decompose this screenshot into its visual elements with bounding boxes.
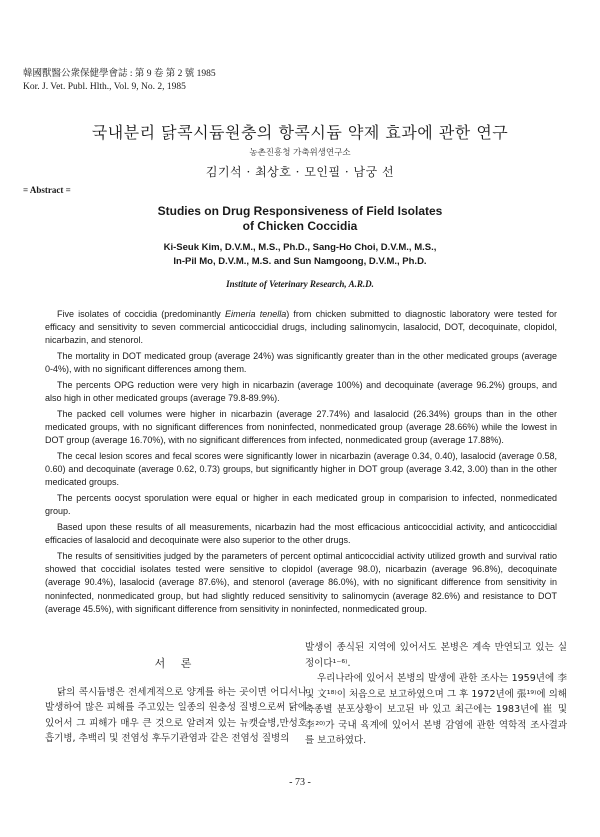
abstract-paragraph: Based upon these results of all measurements, nicarbazin had the most efficacious anticoccidial activity, and anticoccidial efficacies of lasalocid and decoquinate were also superior to the other drugs. — [45, 522, 557, 546]
intro-heading: 서 론 — [154, 657, 198, 670]
abstract-paragraph: The percents oocyst sporulation were equal or higher in each medicated group in comparision to infected, nonmedicated group. — [45, 493, 557, 517]
intro-paragraph: 닭의 콕시듐병은 전세계적으로 양계를 하는 곳이면 어디서나 발생하여 많은 피해를 주고있는 일종의 원충성 질병으로써 닭에 있어서 그 피해가 매우 큰 것으로 알려져 있는 뉴캣슬병,만성호흡기병, 추백리 및 전염성 후두기관염과 같은 전염성 질병의 — [45, 686, 307, 744]
abstract-label: = Abstract = — [23, 185, 71, 195]
abstract-paragraph: The cecal lesion scores and fecal scores were significantly lower in nicarbazin (average 0.34, 0.40), lasalocid (average 0.58, 0.60) and decoquinate (average 0.62, 0.73) groups, but significantly higher in DOT group (average 3.42, 3.00) than in the other medicated groups. — [45, 451, 557, 488]
journal-header — [23, 68, 216, 93]
korean-title: 국내분리 닭콕시듐원충의 항콕시듐 약제 효과에 관한 연구 — [91, 123, 509, 142]
species-name: Eimeria tenella — [225, 309, 287, 319]
abstract-paragraph: The mortality in DOT medicated group (average 24%) was significantly greater than in the other medicated groups (average 0-4%), with no significant differences among them. — [45, 351, 557, 375]
korean-authors: 김기석 · 최상호 · 모인필 · 남궁 선 — [205, 165, 395, 179]
abstract-paragraph: The packed cell volumes were higher in nicarbazin (average 27.74%) and lasalocid (26.34%) groups than in the other medicated groups, with no significant differences from noninfected, nonmedicated group (average 28.66%) while the lowest in DOT group (average 16.70%), with no significant differences from infected, nonmedicated group (average 17.88%). — [45, 408, 557, 446]
abstract-text: Five isolates of coccidia (predominantly — [57, 309, 225, 319]
english-institute: Institute of Veterinary Research, A.R.D. — [226, 279, 374, 289]
english-authors — [0, 241, 600, 269]
abstract-paragraph: The percents OPG reduction were very high in nicarbazin (average 100%) and decoquinate (average 96.2%) groups, and also high in other medicated groups (average 79.8-89.9%). — [45, 380, 557, 404]
english-title-line2: of Chicken Coccidia — [242, 219, 358, 233]
korean-affiliation: 농촌진흥청 가축위생연구소 — [249, 148, 351, 158]
english-authors-line1: Ki-Seuk Kim, D.V.M., M.S., Ph.D., Sang-Ho Choi, D.V.M., M.S., — [163, 242, 437, 253]
abstract-body — [45, 308, 557, 618]
intro-right-column — [305, 640, 567, 749]
intro-left-column — [45, 640, 307, 747]
intro-paragraph: 발생이 종식된 지역에 있어서도 본병은 계속 만연되고 있는 실정이다¹⁻⁶⁾. — [305, 642, 567, 669]
english-title — [0, 204, 600, 234]
abstract-text: ) from chicken submitted to diagnostic laboratory were tested for efficacy and sensitivity to seven commercial anticoccidial drugs, including salinomycin, lasalocid, DOT, decoquinate, clopidol, nicarbazin, and stenorol. — [45, 309, 557, 346]
abstract-paragraph — [45, 308, 557, 348]
journal-header-korean: 韓國獸醫公衆保健學會誌 : 第 9 卷 第 2 號 1985 — [23, 69, 216, 79]
english-title-line1: Studies on Drug Responsiveness of Field Isolates — [157, 204, 443, 218]
english-authors-line2: In-Pil Mo, D.V.M., M.S. and Sun Namgoong, D.V.M., Ph.D. — [173, 256, 427, 267]
page-number: - 73 - — [289, 777, 311, 788]
intro-paragraph: 우리나라에 있어서 본병의 발생에 관한 조사는 1959년에 李 및 文¹⁸⁾이 처음으로 보고하였으며 그 후 1972년에 張¹⁹⁾에 의해 축종별 분포상황이 보고된 바 있고 최근에는 1983년에 崔 및 李²⁰⁾가 국내 육계에 있어서 본병 감염에 관한 역학적 조사결과를 보고하였다. — [305, 673, 567, 746]
journal-header-english: Kor. J. Vet. Publ. Hlth., Vol. 9, No. 2, 1985 — [23, 81, 186, 92]
abstract-paragraph: The results of sensitivities judged by the parameters of percent optimal anticoccidial activity utilized growth and survival ratio showed that coccidial isolates tested were sensitive to clopidol (average 98.0), nicarbazin (average 96.8%), decoquinate (average 90.4%), lasalocid (average 87.6%), and stenorol (average 86.0%), with no significant difference from sensitivity in noninfected, nonmedicated group, but had slightly reduced sensitivity to salinomycin (average 82.6%) and resistance to DOT (average 45.5%), with significant difference from sensitivity in noninfected, nonmedicated group. — [45, 550, 557, 614]
